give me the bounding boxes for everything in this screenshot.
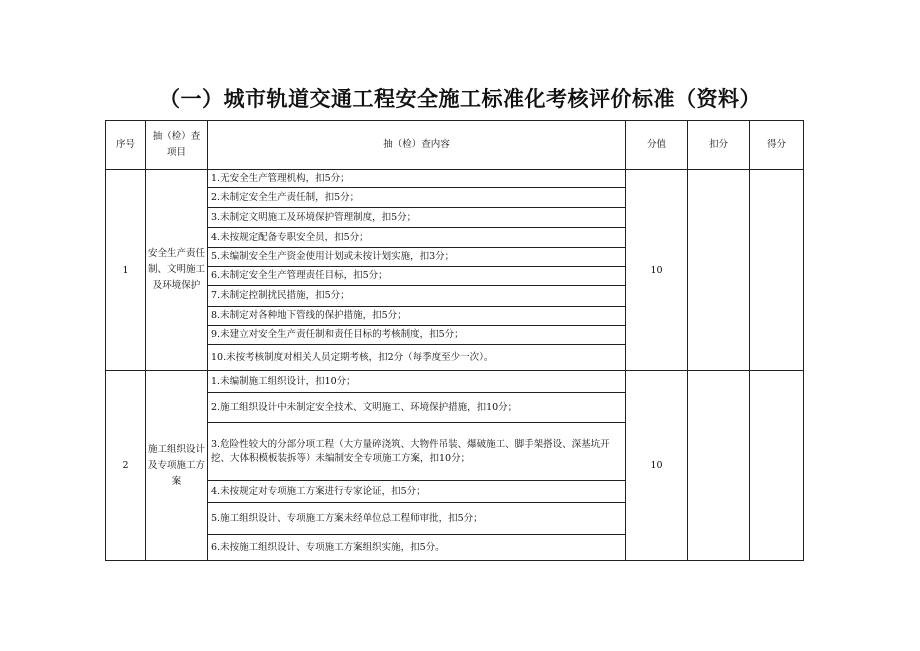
list-item: 1.未编制施工组织设计，扣10分；	[208, 371, 625, 393]
list-item: 5.施工组织设计、专项施工方案未经单位总工程师审批，扣5分；	[208, 503, 625, 535]
list-item: 5.未编制安全生产资金使用计划或未按计划实施，扣3分；	[208, 248, 625, 267]
list-item: 1.无安全生产管理机构，扣5分；	[208, 170, 625, 188]
list-item: 4.未按规定对专项施工方案进行专家论证，扣5分；	[208, 481, 625, 503]
list-item: 6.未制定安全生产管理责任目标，扣5分；	[208, 267, 625, 286]
header-row	[106, 121, 804, 170]
header-content: 抽（检）查内容	[208, 121, 626, 170]
score-cell: 10	[626, 371, 688, 561]
got-cell	[750, 371, 804, 561]
header-score: 分值	[626, 121, 688, 170]
seq-cell: 2	[106, 371, 146, 561]
page-title: （一）城市轨道交通工程安全施工标准化考核评价标准（资料）	[159, 87, 761, 111]
seq-cell: 1	[106, 170, 146, 371]
table-row	[106, 371, 804, 561]
header-deduct: 扣分	[688, 121, 750, 170]
content-cell	[208, 170, 626, 371]
evaluation-table	[105, 120, 804, 561]
deduct-cell	[688, 170, 750, 371]
item-cell: 施工组织设计及专项施工方案	[146, 371, 208, 561]
header-seq: 序号	[106, 121, 146, 170]
item-cell: 安全生产责任制、文明施工及环境保护	[146, 170, 208, 371]
got-cell	[750, 170, 804, 371]
list-item: 3.未制定文明施工及环境保护管理制度，扣5分；	[208, 208, 625, 228]
list-item: 10.未按考核制度对相关人员定期考核，扣2分（每季度至少一次）。	[211, 351, 494, 363]
list-item: 2.未制定安全生产责任制，扣5分；	[208, 188, 625, 208]
list-item: 3.危险性较大的分部分项工程（大方量碎浇筑、大物件吊装、爆破施工、脚手架搭设、深基坑开挖、大体积模板装拆等）未编制安全专项施工方案，扣10分；	[208, 423, 625, 481]
header-got: 得分	[750, 121, 804, 170]
list-item: 9.未建立对安全生产责任制和责任目标的考核制度，扣5分；	[208, 326, 625, 345]
list-item: 7.未制定控制扰民措施，扣5分；	[208, 286, 625, 307]
score-cell: 10	[626, 170, 688, 371]
deduct-cell	[688, 371, 750, 561]
content-cell	[208, 371, 626, 561]
list-item: 6.未按施工组织设计、专项施工方案组织实施，扣5分。	[211, 541, 445, 553]
table-row	[106, 170, 804, 371]
header-item: 抽（检）查项目	[146, 121, 208, 170]
list-item: 2.施工组织设计中未制定安全技术、文明施工、环境保护措施，扣10分；	[208, 393, 625, 423]
list-item: 4.未按规定配备专职安全员，扣5分；	[208, 228, 625, 248]
list-item: 8.未制定对各种地下管线的保护措施，扣5分；	[208, 307, 625, 326]
